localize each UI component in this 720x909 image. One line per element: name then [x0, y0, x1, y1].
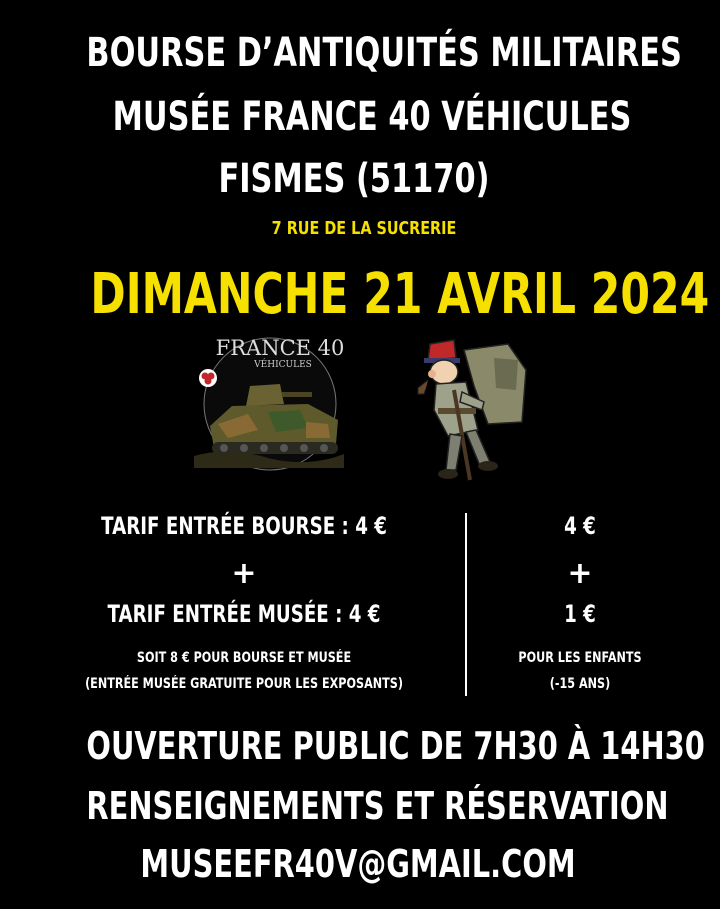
- logo-title: FRANCE 40: [215, 336, 345, 360]
- title-line-3: FISMES (51170): [218, 156, 490, 202]
- soldier-illustration-icon: [404, 330, 538, 490]
- column-divider: [465, 513, 467, 696]
- plus-sign-left: +: [231, 556, 257, 591]
- children-age: (-15 ANS): [549, 676, 611, 692]
- address: 7 RUE DE LA SUCRERIE: [271, 218, 457, 239]
- price-bourse-label: TARIF ENTRÉE BOURSE : 4 €: [101, 512, 387, 540]
- cartoon-poilu-soldier-illustration: [404, 330, 538, 490]
- event-date: DIMANCHE 21 AVRIL 2024: [90, 262, 710, 327]
- france-40-vehicules-tank-logo: [188, 334, 348, 474]
- opening-hours: OUVERTURE PUBLIC DE 7H30 À 14H30: [86, 724, 705, 768]
- price-total-note: SOIT 8 € POUR BOURSE ET MUSÉE: [136, 650, 352, 666]
- plus-sign-right: +: [567, 556, 593, 591]
- info-reservation: RENSEIGNEMENTS ET RÉSERVATION: [86, 784, 669, 828]
- title-line-2: MUSÉE FRANCE 40 VÉHICULES: [112, 94, 632, 140]
- title-line-1: BOURSE D’ANTIQUITÉS MILITAIRES: [86, 30, 682, 76]
- logo-subtitle: VÉHICULES: [254, 360, 312, 370]
- children-label: POUR LES ENFANTS: [518, 650, 642, 666]
- clover-emblem-icon: [199, 369, 217, 387]
- price-musee-label: TARIF ENTRÉE MUSÉE : 4 €: [107, 600, 381, 628]
- contact-email[interactable]: MUSEEFR40V@GMAIL.COM: [140, 842, 576, 886]
- exhibitor-note: (ENTRÉE MUSÉE GRATUITE POUR LES EXPOSANTS): [85, 676, 403, 692]
- child-price-bourse: 4 €: [564, 512, 596, 540]
- child-price-musee: 1 €: [564, 600, 596, 628]
